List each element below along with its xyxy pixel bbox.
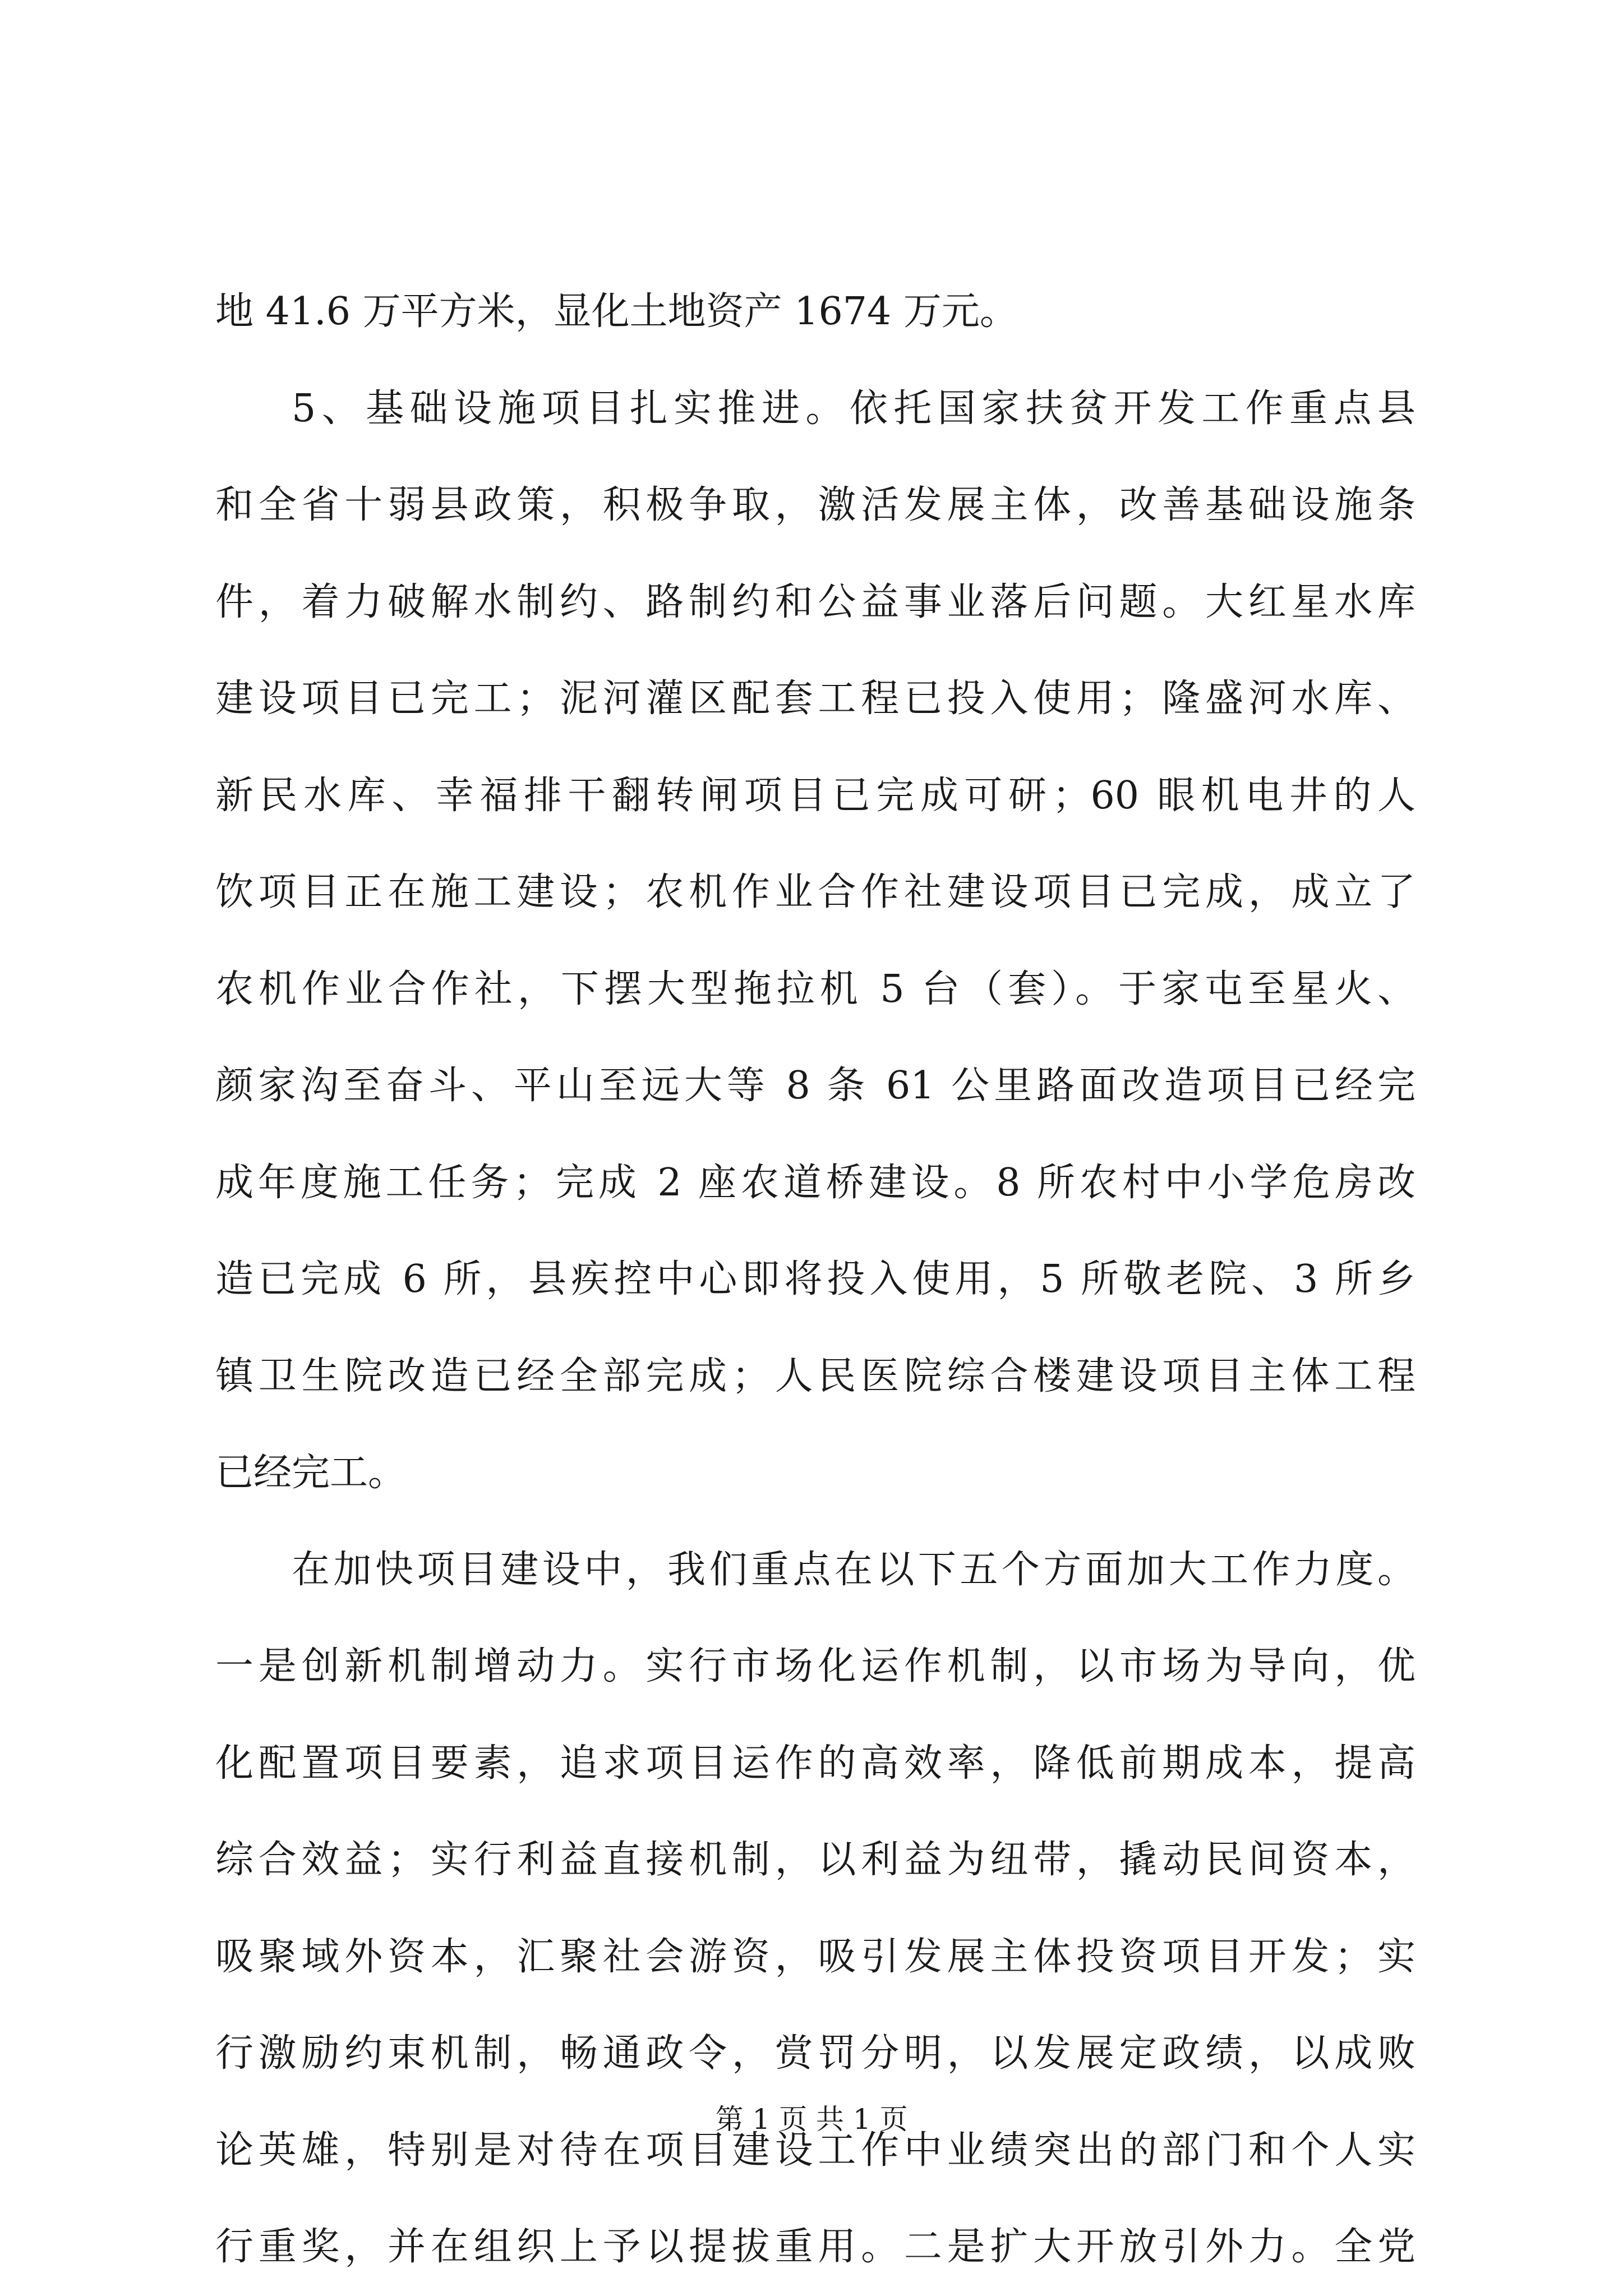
text-line-8: 农机作业合作社，下摆大型拖拉机 5 台（套）。于家屯至星火、 [215, 967, 1415, 1011]
text-line-21: 行重奖，并在组织上予以提拔重用。二是扩大开放引外力。全党 [215, 2225, 1415, 2269]
text-line-14: 在加快项目建设中，我们重点在以下五个方面加大工作力度。 [292, 1547, 1415, 1592]
text-line-1: 地 41.6 万平方米，显化土地资产 1674 万元。 [215, 289, 1018, 334]
text-line-15: 一是创新机制增动力。实行市场化运作机制，以市场为导向，优 [215, 1644, 1415, 1688]
text-line-11: 造已完成 6 所，县疾控中心即将投入使用，5 所敬老院、3 所乡 [215, 1257, 1415, 1301]
text-line-13: 已经完工。 [215, 1451, 407, 1495]
body-text [215, 264, 1415, 2296]
text-line-7: 饮项目正在施工建设；农机作业合作社建设项目已完成，成立了 [215, 870, 1415, 914]
text-line-5: 建设项目已完工；泥河灌区配套工程已投入使用；隆盛河水库、 [215, 677, 1415, 721]
text-line-20: 论英雄，特别是对待在项目建设工作中业绩突出的部门和个人实 [215, 2128, 1415, 2173]
page-footer: 第 1 页 共 1 页 [715, 2103, 908, 2136]
text-line-3: 和全省十弱县政策，积极争取，激活发展主体，改善基础设施条 [215, 483, 1415, 527]
text-line-6: 新民水库、幸福排干翻转闸项目已完成可研；60 眼机电井的人 [215, 773, 1415, 818]
text-line-17: 综合效益；实行利益直接机制，以利益为纽带，撬动民间资本， [215, 1838, 1415, 1882]
text-line-2: 5、基础设施项目扎实推进。依托国家扶贫开发工作重点县 [292, 386, 1415, 431]
text-line-10: 成年度施工任务；完成 2 座农道桥建设。8 所农村中小学危房改 [215, 1160, 1415, 1205]
text-line-9: 颜家沟至奋斗、平山至远大等 8 条 61 公里路面改造项目已经完 [215, 1064, 1415, 1108]
text-line-16: 化配置项目要素，追求项目运作的高效率，降低前期成本，提高 [215, 1741, 1415, 1786]
text-line-12: 镇卫生院改造已经全部完成；人民医院综合楼建设项目主体工程 [215, 1354, 1415, 1398]
text-line-18: 吸聚域外资本，汇聚社会游资，吸引发展主体投资项目开发；实 [215, 1934, 1415, 1979]
text-line-4: 件，着力破解水制约、路制约和公益事业落后问题。大红星水库 [215, 579, 1415, 624]
text-line-19: 行激励约束机制，畅通政令，赏罚分明，以发展定政绩，以成败 [215, 2031, 1415, 2076]
